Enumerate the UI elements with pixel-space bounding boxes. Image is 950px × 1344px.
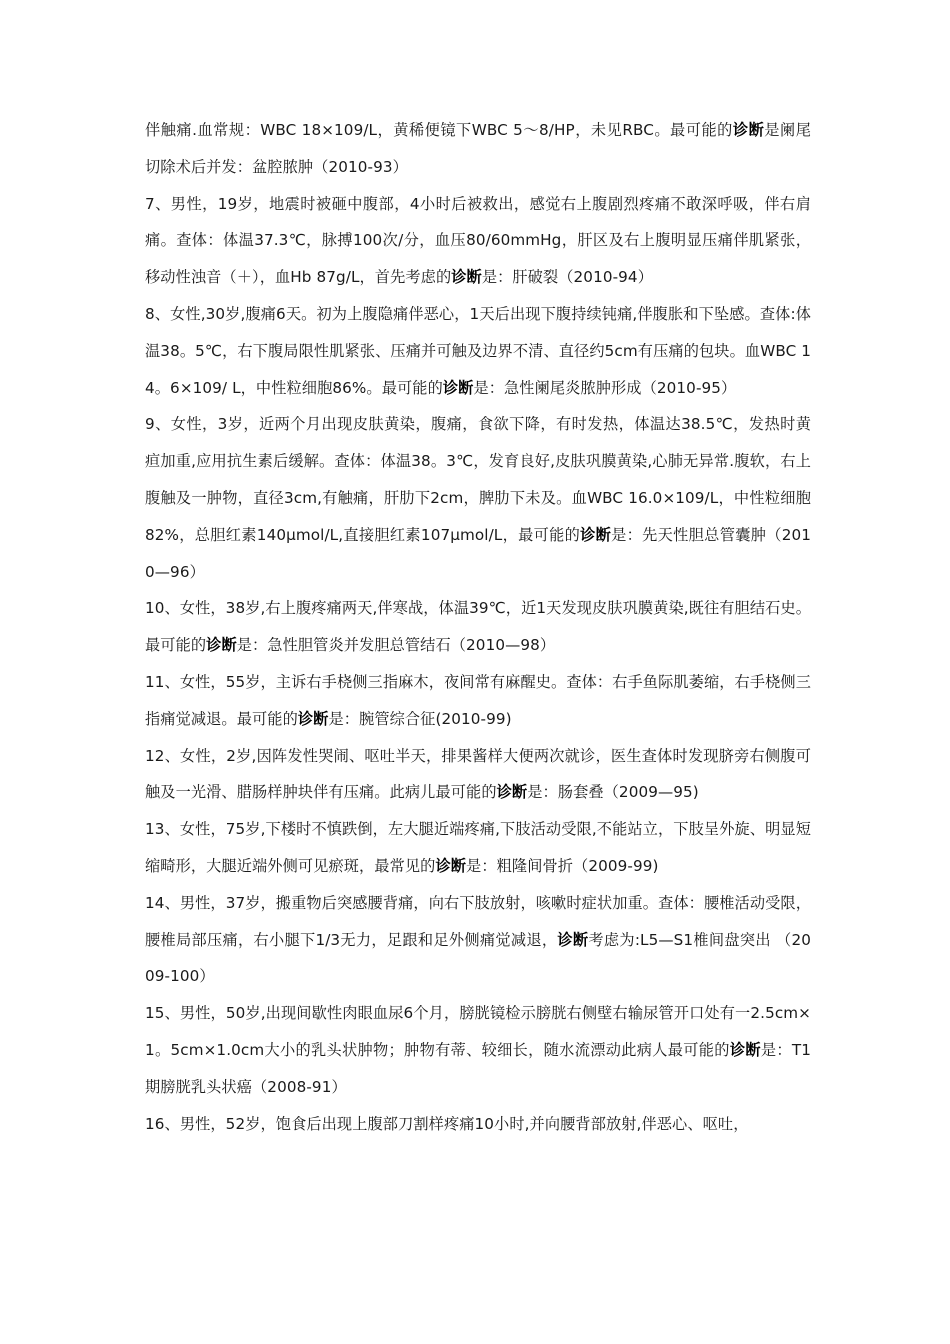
keyword-highlight: 诊断 [451,268,482,287]
keyword-highlight: 诊断 [297,709,329,728]
keyword-highlight: 诊断 [732,121,765,139]
question-paragraph [145,664,811,738]
question-paragraph [145,112,811,186]
keyword-highlight: 诊断 [206,636,237,655]
paragraph-text: 14、男性，37岁，搬重物后突感腰背痛，向右下肢放射，咳嗽时症状加重。查体：腰椎活动受限，腰椎局部压痛，右小腿下1/3无力，足跟和足外侧痛觉减退， [145,893,811,949]
paragraph-text: 10、女性，38岁,右上腹疼痛两天,伴寒战，体温39℃，近1天发现皮肤巩膜黄染,既往有胆结石史。最可能的 [145,599,811,655]
keyword-highlight: 诊断 [442,378,474,397]
paragraph-text: 12、女性，2岁,因阵发性哭闹、呕吐半天，排果酱样大便两次就诊，医生查体时发现脐旁右侧腹可触及一光滑、腊肠样肿块伴有压痛。此病儿最可能的 [145,746,811,802]
keyword-highlight: 诊断 [729,1040,761,1059]
paragraph-text: 是：T1期膀胱乳头状癌（2008-91） [145,1040,812,1096]
question-paragraph [145,885,811,995]
question-paragraph [145,186,811,296]
keyword-highlight: 诊断 [557,930,589,949]
question-paragraph [145,296,811,406]
paragraph-text: 考虑为:L5—S1椎间盘突出 （2009-100） [145,930,812,986]
paragraph-text: 是：粗隆间骨折（2009-99) [466,856,659,875]
paragraph-text: 是：急性胆管炎并发胆总管结石（2010—98） [236,636,556,655]
question-paragraph [145,590,811,664]
document-body [145,112,811,1142]
keyword-highlight: 诊断 [580,525,612,544]
keyword-highlight: 诊断 [435,856,467,875]
paragraph-text: 是：腕管综合征(2010-99) [328,709,512,728]
paragraph-text: 8、女性,30岁,腹痛6天。初为上腹隐痛伴恶心，1天后出现下腹持续钝痛,伴腹胀和下坠感。查体:体温38。5℃，右下腹局限性肌紧张、压痛并可触及边界不清、直径约5cm有压痛的包块。血WBC 14。6×109/ L，中性粒细胞86%。最可能的 [145,304,811,397]
question-paragraph [145,406,811,590]
paragraph-text: 伴触痛.血常规：WBC 18×109/L，黄稀便镜下WBC 5～8/HP，未见RBC。最可能的 [145,121,733,139]
paragraph-text: 是：先天性胆总管囊肿（2010—96） [145,525,812,581]
keyword-highlight: 诊断 [496,783,528,802]
paragraph-text: 是：肠套叠（2009—95) [527,783,699,802]
paragraph-text: 11、女性，55岁，主诉右手桡侧三指麻木，夜间常有麻醒史。查体：右手鱼际肌萎缩，右手桡侧三指痛觉减退。最可能的 [145,672,811,728]
question-paragraph [145,811,811,885]
paragraph-text: 16、男性，52岁，饱食后出现上腹部刀割样疼痛10小时,并向腰背部放射,伴恶心、呕吐， [145,1114,749,1133]
paragraph-text: 7、男性，19岁，地震时被砸中腹部，4小时后被救出，感觉右上腹剧烈疼痛不敢深呼吸，伴右肩痛。查体：体温37.3℃，脉搏100次/分，血压80/60mmHg，肝区及右上腹明显压痛伴肌紧张，移动性浊音（＋），血Hb 87g/L，首先考虑的 [145,194,811,287]
paragraph-text: 是：急性阑尾炎脓肿形成（2010-95） [473,378,737,397]
question-paragraph [145,738,811,812]
paragraph-text: 9、女性，3岁，近两个月出现皮肤黄染，腹痛，食欲下降，有时发热，体温达38.5℃，发热时黄疸加重,应用抗生素后缓解。查体：体温38。3℃，发育良好,皮肤巩膜黄染,心肺无异常.腹软，右上腹触及一肿物，直径3cm,有触痛，肝肋下2cm，脾肋下未及。血WBC 16.0×109/L，中性粒细胞82%，总胆红素140μmol/L,直接胆红素107μmol/L，最可能的 [145,415,811,544]
paragraph-text: 是阑尾切除术后并发：盆腔脓肿（2010-93） [145,121,811,176]
paragraph-text: 是：肝破裂（2010-94） [481,268,653,287]
question-paragraph [145,1106,811,1143]
paragraph-text: 13、女性，75岁,下楼时不慎跌倒，左大腿近端疼痛,下肢活动受限,不能站立，下肢呈外旋、明显短缩畸形，大腿近端外侧可见瘀斑，最常见的 [145,820,811,875]
paragraph-text: 15、男性，50岁,出现间歇性肉眼血尿6个月，膀胱镜检示膀胱右侧壁右输尿管开口处有一2.5cm×1。5cm×1.0cm大小的乳头状肿物；肿物有蒂、较细长，随水流漂动此病人最可能的 [145,1004,811,1059]
question-paragraph [145,995,811,1105]
